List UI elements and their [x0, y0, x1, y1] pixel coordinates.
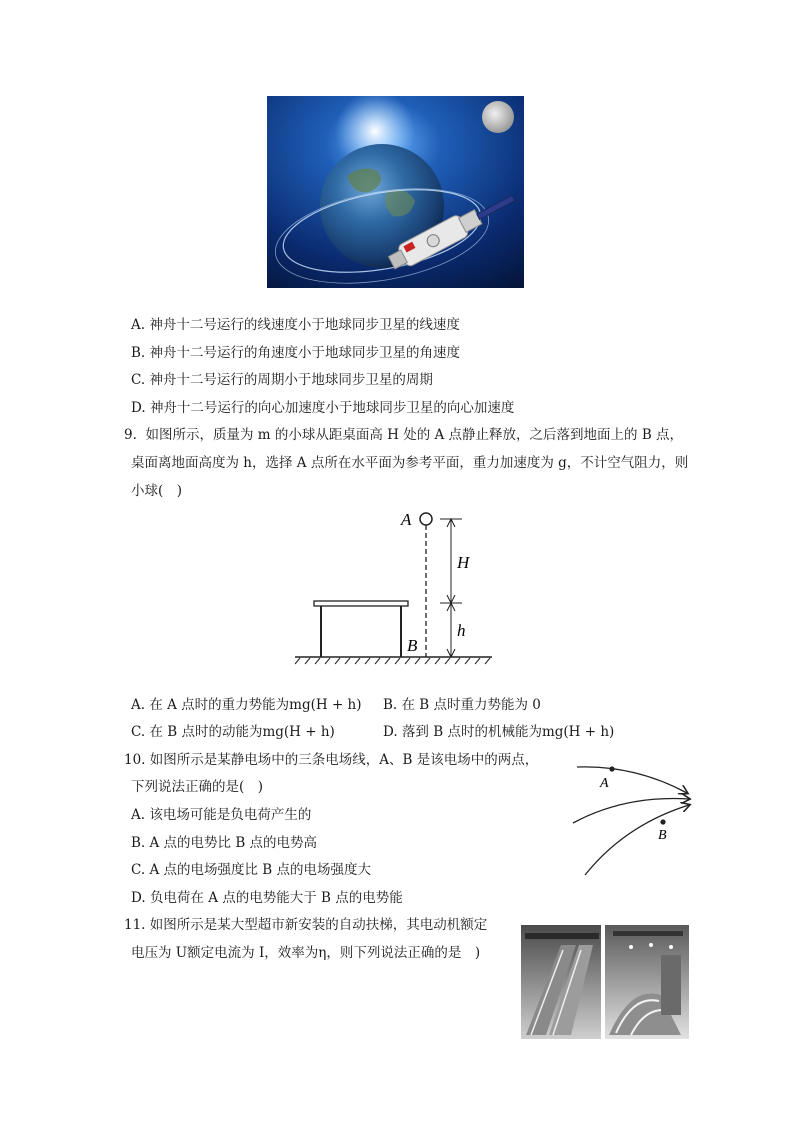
- escalator-photo: [521, 925, 689, 1039]
- label-b: B: [658, 828, 667, 843]
- field-line-bottom: [585, 805, 689, 875]
- space-station-earth-image: [267, 96, 524, 288]
- field-line-top: [577, 767, 687, 793]
- electric-field-lines-figure: [565, 755, 695, 880]
- q10-option-c: C. A 点的电场强度比 B 点的电场强度大: [131, 862, 371, 878]
- q8-option-d: D. 神舟十二号运行的向心加速度小于地球同步卫星的向心加速度: [131, 400, 515, 416]
- q9-option-d: D. 落到 B 点时的机械能为mg(H + h): [383, 724, 615, 740]
- moon: [482, 101, 514, 133]
- q10-option-b: B. A 点的电势比 B 点的电势高: [131, 835, 318, 851]
- q8-option-a: A. 神舟十二号运行的线速度小于地球同步卫星的线速度: [131, 317, 460, 333]
- q11-stem-line2: 电压为 U额定电流为 I，效率为η，则下列说法正确的是 ): [131, 945, 481, 961]
- label-b: B: [407, 636, 418, 655]
- q9-option-a: A. 在 A 点时的重力势能为mg(H + h): [131, 697, 362, 713]
- point-b: [660, 819, 665, 824]
- q10-option-d: D. 负电荷在 A 点的电势能大于 B 点的电势能: [131, 890, 403, 906]
- q9-option-b: B. 在 B 点时重力势能为 0: [383, 697, 541, 713]
- q9-stem-line2: 桌面离地面高度为 h，选择 A 点所在水平面为参考平面，重力加速度为 g，不计空气阻力，则: [131, 455, 689, 471]
- table-top: [314, 601, 408, 606]
- label-a: A: [401, 510, 412, 529]
- ball-table-figure: [290, 505, 500, 670]
- q9-stem-line1: 9. 如图所示，质量为 m 的小球从距桌面高 H 处的 A 点静止释放，之后落到地面上的 B 点，: [124, 427, 684, 443]
- q8-option-c: C. 神舟十二号运行的周期小于地球同步卫星的周期: [131, 372, 433, 388]
- ball: [420, 513, 432, 525]
- q11-stem-line1: 11. 如图所示是某大型超市新安装的自动扶梯，其电动机额定: [124, 917, 488, 933]
- q10-stem-line2: 下列说法正确的是( ): [131, 779, 264, 795]
- point-a: [609, 766, 614, 771]
- label-h-lower: h: [457, 621, 466, 640]
- q10-option-a: A. 该电场可能是负电荷产生的: [131, 807, 312, 823]
- q9-stem-line3: 小球( ): [131, 483, 183, 499]
- q10-stem-line1: 10. 如图所示是某静电场中的三条电场线，A、B 是该电场中的两点，: [124, 752, 539, 768]
- q9-option-c: C. 在 B 点时的动能为mg(H + h): [131, 724, 335, 740]
- q8-option-b: B. 神舟十二号运行的角速度小于地球同步卫星的角速度: [131, 345, 461, 361]
- label-a: A: [600, 776, 609, 791]
- label-h-upper: H: [457, 553, 470, 572]
